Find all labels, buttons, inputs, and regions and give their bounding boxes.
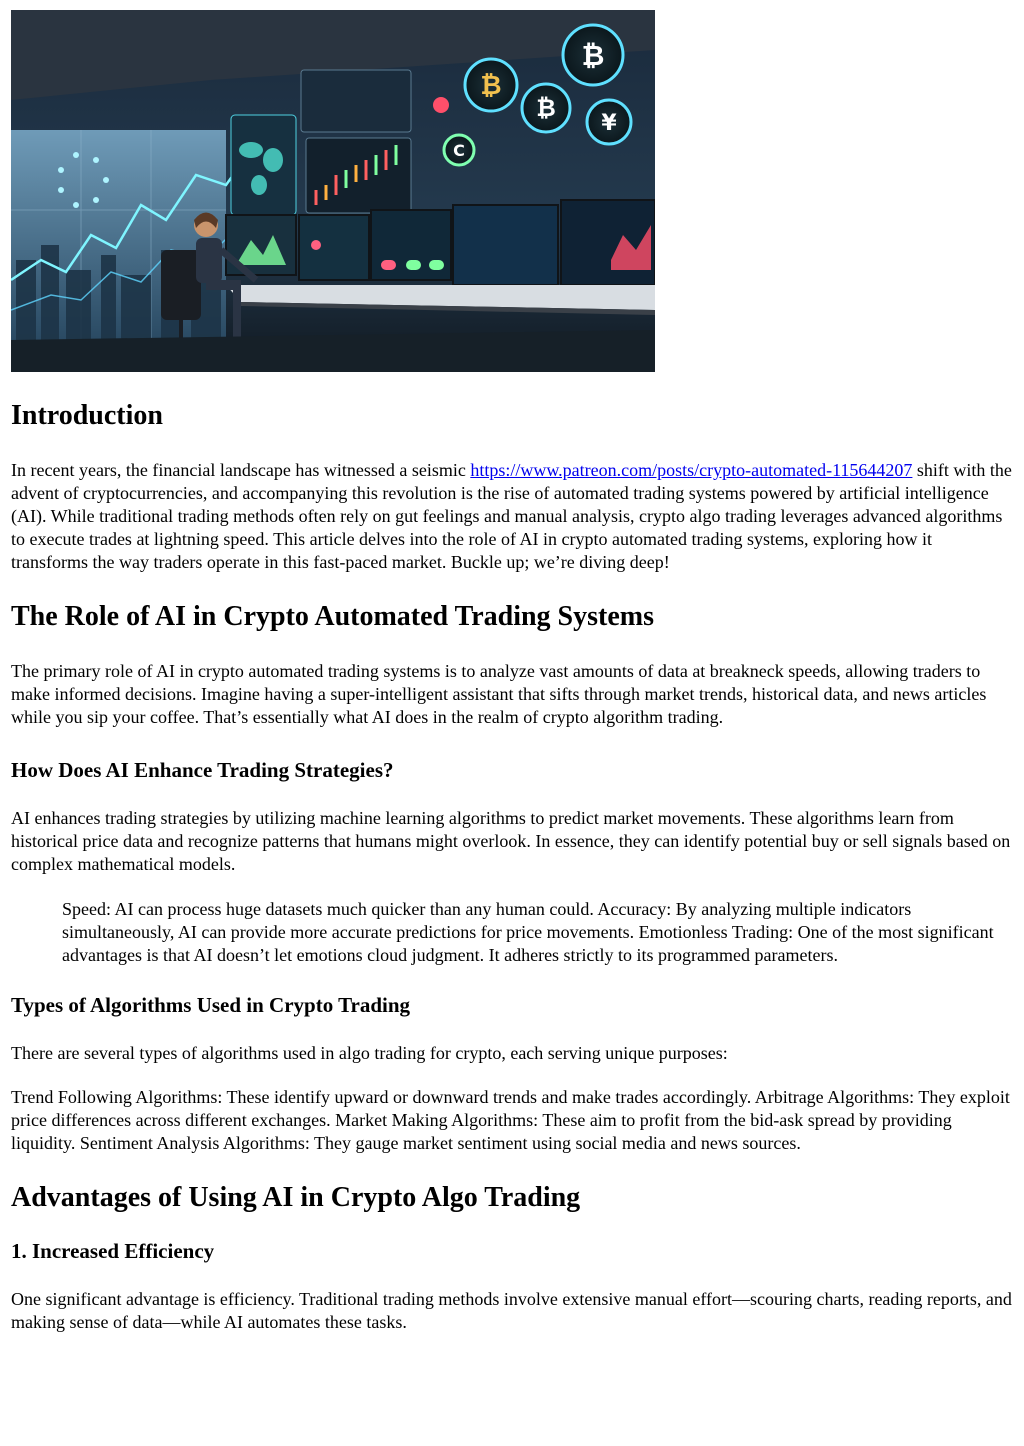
types-paragraph: There are several types of algorithms used in algo trading for crypto, each serving unique purposes: (11, 1043, 728, 1063)
svg-text:₿: ₿ (480, 71, 502, 101)
intro-text-after: shift with the advent of cryptocurrencies, and accompanying this revolution is the rise of automated trading systems powered by artificial intelligence (AI). While traditional trading methods often rely on gut feelings and manual analysis, crypto algo trading leverages advanced algorithms to execute trades at lightning speed. This article delves into the role of AI in crypto automated trading systems, exploring how it transforms the way traders operate in this fast-paced market. Buckle up; we’re diving deep! (11, 460, 1012, 572)
role-paragraph: The primary role of AI in crypto automated trading systems is to analyze vast amounts of data at breakneck speeds, allowing traders to make informed decisions. Imagine having a super-intelligent assistant that sifts through market trends, historical data, and news articles while you sip your coffee. That’s essentially what AI does in the realm of crypto algorithm trading. (11, 661, 987, 727)
intro-text-before: In recent years, the financial landscape has witnessed a seismic (11, 460, 471, 480)
role-heading: The Role of AI in Crypto Automated Trading Systems (11, 601, 655, 632)
intro-paragraph (11, 459, 1013, 574)
how-heading: How Does AI Enhance Trading Strategies? (11, 758, 394, 782)
hero-image (11, 10, 655, 372)
patreon-link[interactable]: https://www.patreon.com/posts/crypto-automated-115644207 (470, 460, 913, 480)
advantages-heading: Advantages of Using AI in Crypto Algo Trading (11, 1182, 581, 1213)
efficiency-paragraph: One significant advantage is efficiency. Traditional trading methods involve extensive manual effort—scouring charts, reading reports, and making sense of data—while AI automates these tasks. (11, 1289, 1012, 1332)
svg-text:C: C (453, 141, 465, 160)
svg-text:¥: ¥ (601, 111, 617, 136)
intro-heading: Introduction (11, 400, 163, 431)
benefits-quote-text: Speed: AI can process huge datasets much quicker than any human could. Accuracy: By analyzing multiple indicators simultaneously, AI can provide more accurate predictions for price movements. Emotionless Trading: One of the most significant advantages is that AI doesn’t let emotions cloud judgment. It adheres strictly to its programmed parameters. (62, 899, 994, 965)
types-heading: Types of Algorithms Used in Crypto Trading (11, 993, 411, 1017)
efficiency-heading: 1. Increased Efficiency (11, 1239, 215, 1263)
svg-text:₿: ₿ (536, 94, 556, 122)
svg-text:₿: ₿ (581, 39, 605, 72)
how-paragraph: AI enhances trading strategies by utilizing machine learning algorithms to predict market movements. These algorithms learn from historical price data and recognize patterns that humans might overlook. In essence, they can identify potential buy or sell signals based on complex mathematical models. (11, 808, 1011, 874)
types-list-paragraph: Trend Following Algorithms: These identify upward or downward trends and make trades accordingly. Arbitrage Algorithms: They exploit price differences across different exchanges. Market Making Algorithms: These aim to profit from the bid-ask spread by providing liquidity. Sentiment Analysis Algorithms: They gauge market sentiment using social media and news sources. (11, 1087, 1010, 1153)
benefits-blockquote (62, 898, 1013, 967)
